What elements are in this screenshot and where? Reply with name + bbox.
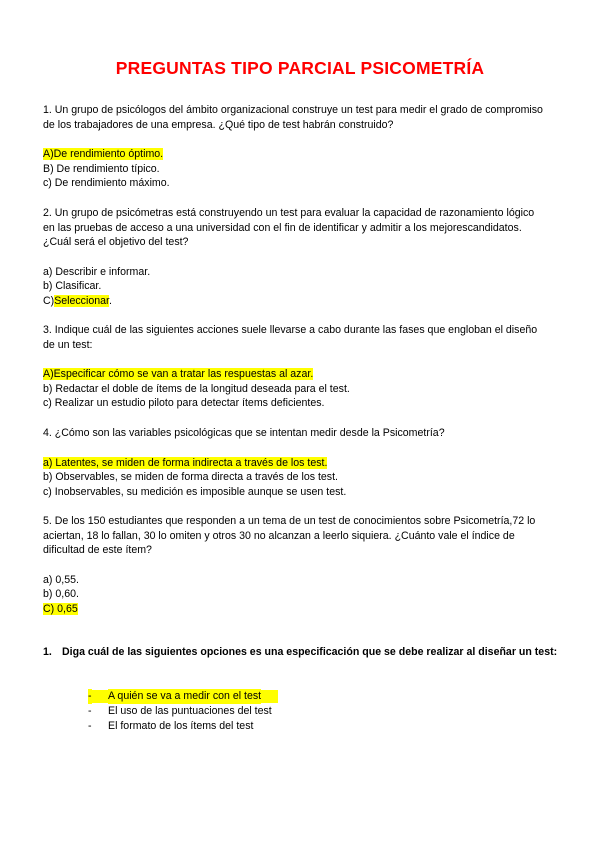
page-title: PREGUNTAS TIPO PARCIAL PSICOMETRÍA (115, 58, 485, 78)
question-5 (43, 514, 571, 616)
answer-option (43, 456, 571, 471)
list-dash: - (88, 720, 92, 732)
question-text: de un test: (43, 338, 93, 351)
correct-answer: Seleccionar (54, 294, 109, 307)
answer-option: b) 0,60. (43, 588, 79, 600)
question-3 (43, 323, 571, 411)
question-4 (43, 426, 571, 499)
answer-option: b) Clasificar. (43, 280, 102, 292)
answer-option: c) Inobservables, su medición es imposible aunque se usen test. (43, 485, 347, 498)
question-1 (43, 103, 571, 191)
question-text: 4. ¿Cómo son las variables psicológicas que se intentan medir desde la Psicometría? (43, 427, 445, 439)
list-dash: - (88, 705, 92, 717)
question-text: 3. Indique cuál de las siguientes acciones suele llevarse a cabo durante las fases que engloban el diseño (43, 324, 538, 336)
answer-option: b) Observables, se miden de forma directa a través de los test. (43, 471, 338, 483)
question-text: aciertan, 18 lo fallan, 30 lo omiten y otros 30 no alcanzan a leerlo siquiera. ¿Cuánto vale el índice de (43, 529, 515, 542)
correct-answer: C) 0,65 (43, 602, 78, 615)
question-2 (43, 206, 571, 308)
list-dash: - (88, 690, 92, 702)
answer-suffix: . (108, 294, 112, 307)
question-text: ¿Cuál será el objetivo del test? (43, 236, 189, 248)
question-text: en las pruebas de acceso a una universidad con el fin de identificar y admitir a los mejorescandidatos. (43, 221, 522, 234)
question-text: dificultad de este ítem? (43, 544, 152, 556)
question-text: de los trabajadores de una empresa. ¿Qué tipo de test habrán construido? (43, 118, 394, 131)
answer-option: El uso de las puntuaciones del test (108, 705, 272, 717)
answer-option (43, 147, 571, 162)
question-text: 5. De los 150 estudiantes que responden a un tema de un test de conocimientos sobre Psicometría,72 lo (43, 515, 536, 527)
answer-option: c) Realizar un estudio piloto para detectar ítems deficientes. (43, 397, 325, 409)
answer-prefix: C) (43, 294, 55, 307)
answer-option (43, 367, 571, 382)
answer-option: a) 0,55. (43, 573, 79, 586)
answer-option: El formato de los ítems del test (108, 720, 254, 732)
correct-answer: A)De rendimiento óptimo. (43, 148, 164, 160)
question-text: Diga cuál de las siguientes opciones es una especificación que se debe realizar al diseñar un test: (62, 646, 558, 658)
correct-answer: A quién se va a medir con el test (108, 690, 262, 702)
answer-option: a) Describir e informar. (43, 265, 151, 278)
correct-answer: a) Latentes, se miden de forma indirecta a través de los test. (43, 456, 328, 469)
answer-option: b) Redactar el doble de ítems de la longitud deseada para el test. (43, 382, 350, 395)
question-text: 2. Un grupo de psicómetras está construyendo un test para evaluar la capacidad de razonamiento lógico (43, 207, 535, 219)
correct-answer: A)Especificar cómo se van a tratar las respuestas al azar. (43, 368, 314, 380)
answer-option: B) De rendimiento típico. (43, 162, 160, 175)
answer-option (43, 602, 571, 617)
answer-option (43, 294, 571, 309)
question-number: 1. (43, 646, 52, 658)
question-text: 1. Un grupo de psicólogos del ámbito organizacional construye un test para medir el grado de compromiso (43, 104, 543, 116)
answer-option: c) De rendimiento máximo. (43, 177, 170, 189)
